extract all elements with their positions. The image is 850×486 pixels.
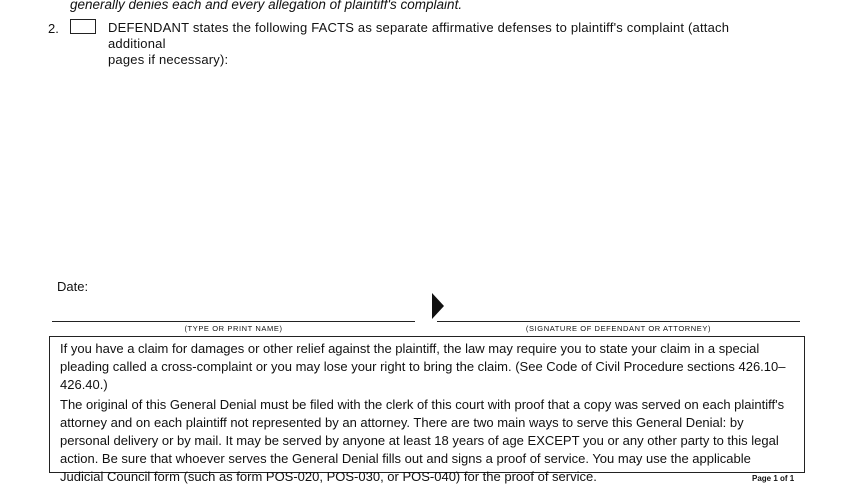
print-name-caption: (TYPE OR PRINT NAME) [184,324,283,333]
general-denial-text: generally denies each and every allegation of plaintiff's complaint. [70,0,463,12]
signature-caption: (SIGNATURE OF DEFENDANT OR ATTORNEY) [525,324,712,333]
affirmative-defenses-label [108,20,768,68]
affirmative-defenses-label-line2: pages if necessary): [108,52,229,67]
page-number: Page 1 of 1 [752,474,795,483]
affirmative-defenses-label-line1: DEFENDANT states the following FACTS as separate affirmative defenses to plaintiff's complaint (attach additional [108,20,730,51]
affirmative-defenses-checkbox[interactable] [70,19,96,34]
cross-complaint-notice: If you have a claim for damages or other relief against the plaintiff, the law may require you to state your claim in a special pleading called a cross-complaint or you may lose your right to bring the claim. (See Code of Civil Procedure sections 426.10–426.40.) [60,341,786,392]
signature-field[interactable] [437,321,800,322]
print-name-field[interactable] [52,321,415,322]
date-label: Date: [57,279,89,294]
item-number: 2. [48,21,59,36]
signature-arrow-icon [432,293,444,319]
service-instructions: The original of this General Denial must be filed with the clerk of this court with proof that a copy was served on each plaintiff's attorney and on each plaintiff not represented by an attorney. There are two main ways to serve this General Denial: by personal delivery or by mail. It may be served by anyone at least 18 years of age EXCEPT you or any other party to this legal action. Be sure that whoever serves the General Denial fills out and signs a proof of service. You may use the applicable Judicial Council form (such as form POS-020, POS-030, or POS-040) for the proof of service. [60,397,785,484]
